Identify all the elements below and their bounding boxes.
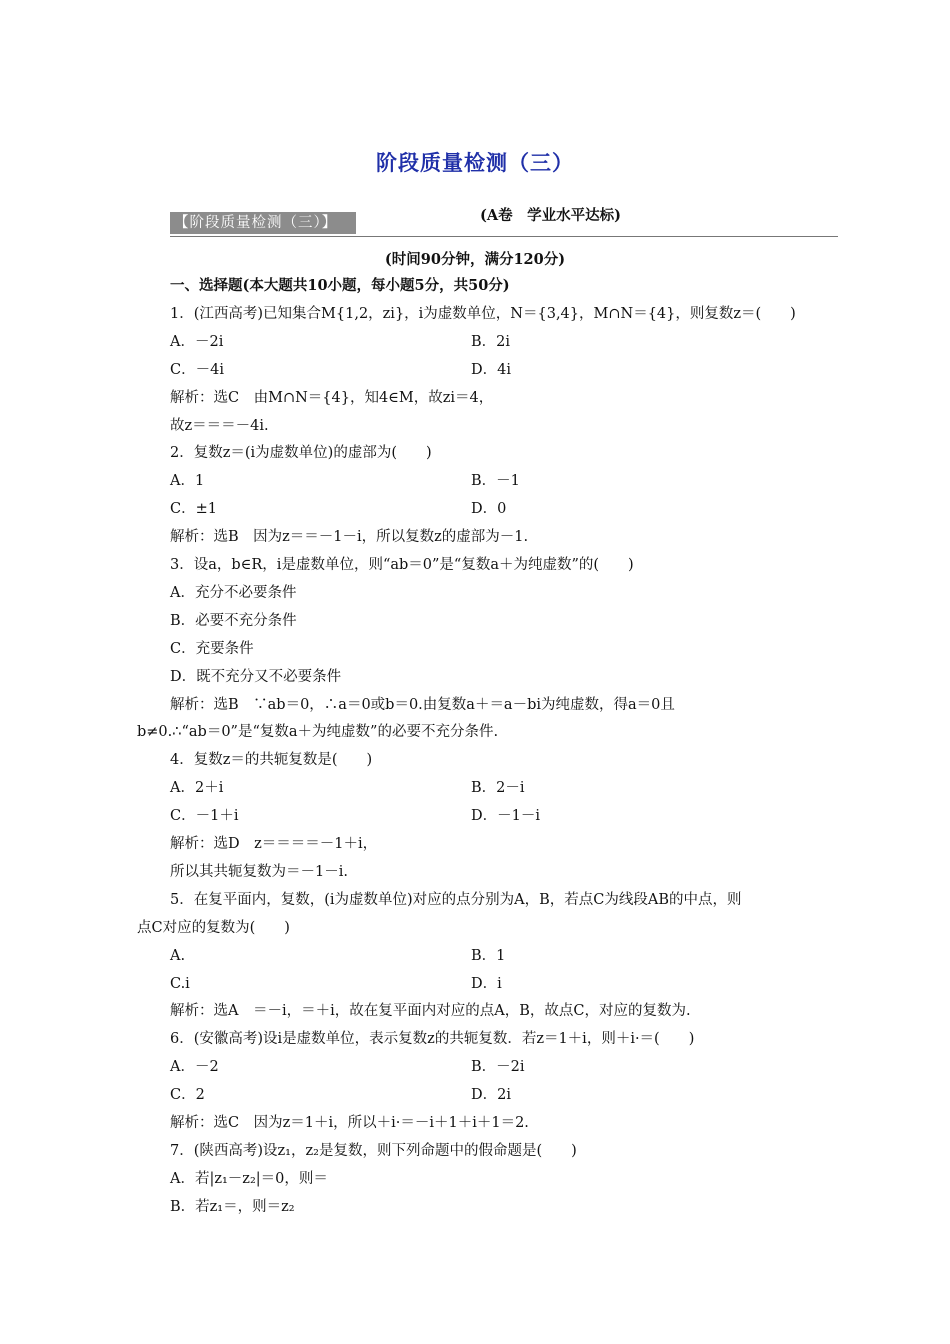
text-line: 解析：选A ＝－i，＝＋i，故在复平面内对应的点A，B，故点C，对应的复数为. [170, 1003, 691, 1019]
text-line: A．－2 [170, 1059, 219, 1075]
option-right: D．－1－i [471, 808, 540, 824]
paper-subtitle: (A卷 学业水平达标) [480, 207, 621, 224]
text-line: 解析：选B 因为z＝＝－1－i，所以复数z的虚部为－1. [170, 529, 529, 545]
option-right: D．i [471, 976, 502, 992]
text-line: 解析：选B ∵ab＝0，∴a＝0或b＝0.由复数a＋＝a－bi为纯虚数，得a＝0且 [170, 697, 675, 713]
text-line: C.i [170, 976, 190, 992]
option-right: D．2i [471, 1087, 511, 1103]
option-right: B．2i [471, 334, 511, 350]
text-line: 解析：选C 因为z＝1＋i，所以＋i·＝－i＋1＋i＋1＝2. [170, 1115, 529, 1131]
text-line: 7．(陕西高考)设z₁，z₂是复数，则下列命题中的假命题是( ) [170, 1143, 577, 1159]
header-divider [170, 236, 838, 237]
option-right: B．1 [471, 948, 506, 964]
text-line: 点C对应的复数为( ) [137, 920, 290, 936]
text-line: 解析：选D z＝＝＝＝－1＋i， [170, 836, 378, 852]
text-line: B．若z₁＝，则＝z₂ [170, 1199, 295, 1215]
text-line: C．±1 [170, 501, 217, 517]
text-line: 2．复数z＝(i为虚数单位)的虚部为( ) [170, 445, 432, 461]
text-line: 解析：选C 由M∩N＝{4}，知4∈M，故zi＝4， [170, 390, 494, 406]
text-line: A．若|z₁－z₂|＝0，则＝ [170, 1171, 328, 1187]
text-line: C．2 [170, 1087, 205, 1103]
text-line: D．既不充分又不必要条件 [170, 669, 342, 685]
option-right: D．4i [471, 362, 511, 378]
page-title: 阶段质量检测（三） [376, 150, 574, 175]
option-right: B．－2i [471, 1059, 525, 1075]
option-right: B．－1 [471, 473, 520, 489]
option-right: D．0 [471, 501, 507, 517]
text-line: 4．复数z＝的共轭复数是( ) [170, 752, 373, 768]
option-right: B．2－i [471, 780, 525, 796]
time-note: (时间90分钟，满分120分) [384, 251, 566, 268]
text-line: 3．设a，b∈R，i是虚数单位，则“ab＝0”是“复数a＋为纯虚数”的( ) [170, 557, 634, 573]
text-line: A．2＋i [170, 780, 224, 796]
text-line: A．1 [170, 473, 205, 489]
text-line: 所以其共轭复数为＝－1－i. [170, 864, 348, 880]
text-line: 5．在复平面内，复数，(i为虚数单位)对应的点分别为A，B，若点C为线段AB的中点，则 [170, 892, 742, 908]
text-line: A．充分不必要条件 [170, 585, 297, 601]
text-line: A．－2i [170, 334, 224, 350]
text-line: 6．(安徽高考)设i是虚数单位，表示复数z的共轭复数．若z＝1＋i，则＋i·＝( ) [170, 1031, 695, 1047]
text-line: 1．(江西高考)已知集合M{1,2，zi}，i为虚数单位，N＝{3,4}，M∩N＝{4}，则复数z＝( ) [170, 306, 796, 322]
text-line: B．必要不充分条件 [170, 613, 297, 629]
text-line: 一、选择题(本大题共10小题，每小题5分，共50分) [170, 277, 510, 294]
section-banner: 【阶段质量检测（三）】 [170, 212, 356, 234]
text-line: 故z＝＝＝－4i. [170, 418, 269, 434]
text-line: b≠0.∴“ab＝0”是“复数a＋为纯虚数”的必要不充分条件. [137, 724, 499, 740]
text-line: A. [170, 948, 186, 964]
text-line: C．充要条件 [170, 641, 254, 657]
text-line: C．－4i [170, 362, 224, 378]
text-line: C．－1＋i [170, 808, 239, 824]
